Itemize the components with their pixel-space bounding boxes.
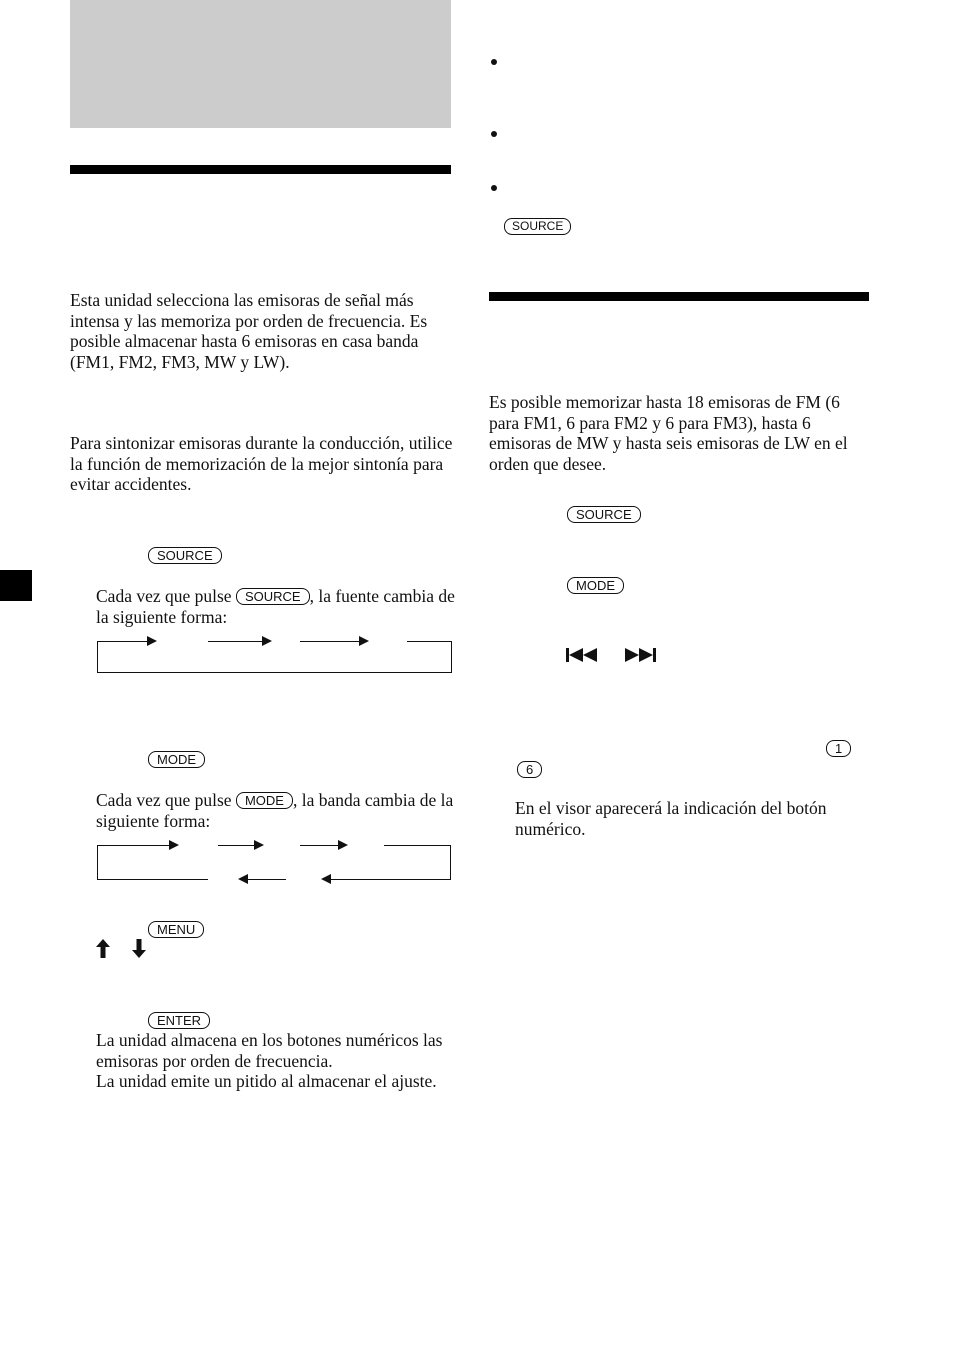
arrow-down-icon[interactable] bbox=[132, 939, 146, 958]
source-button-small[interactable]: SOURCE bbox=[504, 218, 571, 235]
band-cycle-arrow-back-1 bbox=[240, 879, 286, 880]
source-button-inline[interactable]: SOURCE bbox=[236, 588, 310, 605]
bullet-3 bbox=[491, 185, 497, 191]
section-header-box bbox=[70, 0, 451, 128]
bullet-2 bbox=[491, 131, 497, 137]
page-side-tab bbox=[0, 570, 32, 601]
skip-previous-icon[interactable] bbox=[566, 647, 598, 663]
step4-note: En el visor aparecerá la indicación del botón numérico. bbox=[515, 798, 827, 839]
band-cycle-bottom-line bbox=[97, 879, 208, 880]
manual-paragraph: Es posible memorizar hasta 18 emisoras de FM (6 para FM1, 6 para FM2 y 6 para FM3), hasta 6 emisoras de MW y hasta seis emisoras de LW en el orden que desee. bbox=[489, 392, 848, 474]
mode-button[interactable]: MODE bbox=[148, 751, 205, 768]
mode-button-right[interactable]: MODE bbox=[567, 577, 624, 594]
enter-button[interactable]: ENTER bbox=[148, 1012, 210, 1029]
step1-text-after: , la fuente cambia de la siguiente forma: bbox=[96, 586, 455, 627]
source-cycle-line-4 bbox=[407, 641, 451, 642]
step2-description bbox=[96, 790, 456, 831]
mode-button-inline[interactable]: MODE bbox=[236, 792, 293, 809]
step1-description bbox=[96, 586, 456, 627]
step1-text-before: Cada vez que pulse bbox=[96, 586, 236, 606]
source-cycle-arrow-1 bbox=[97, 641, 155, 642]
section-rule-right bbox=[489, 292, 869, 301]
band-cycle-right-edge bbox=[450, 845, 451, 879]
preset-button-6[interactable]: 6 bbox=[517, 761, 542, 778]
bullet-1 bbox=[491, 59, 497, 65]
step4-description bbox=[96, 1030, 456, 1092]
section-rule-left bbox=[70, 165, 451, 174]
band-cycle-line-4 bbox=[384, 845, 451, 846]
step4-line-2: La unidad emite un pitido al almacenar el ajuste. bbox=[96, 1071, 437, 1092]
band-cycle-arrow-1 bbox=[97, 845, 177, 846]
intro-paragraph: Esta unidad selecciona las emisoras de señal más intensa y las memoriza por orden de frecuencia. Es posible almacenar hasta 6 emisoras en casa banda (FM1, FM2, FM3, MW y LW). bbox=[70, 290, 428, 372]
preset-button-1[interactable]: 1 bbox=[826, 740, 851, 757]
skip-next-icon[interactable] bbox=[624, 647, 656, 663]
step2-text-before: Cada vez que pulse bbox=[96, 790, 236, 810]
step4-line-1: La unidad almacena en los botones numéricos las emisoras por orden de frecuencia. bbox=[96, 1030, 443, 1071]
band-cycle-arrow-2 bbox=[218, 845, 262, 846]
band-cycle-arrow-3 bbox=[300, 845, 346, 846]
warning-paragraph: Para sintonizar emisoras durante la conducción, utilice la función de memorización de la mejor sintonía para evitar accidentes. bbox=[70, 433, 453, 495]
step2-text-after: , la banda cambia de la siguiente forma: bbox=[96, 790, 454, 831]
source-button-right[interactable]: SOURCE bbox=[567, 506, 641, 523]
band-cycle-left-edge bbox=[97, 845, 98, 879]
source-cycle-arrow-3 bbox=[300, 641, 367, 642]
band-cycle-arrow-back-2 bbox=[323, 879, 451, 880]
source-button[interactable]: SOURCE bbox=[148, 547, 222, 564]
source-cycle-arrow-2 bbox=[208, 641, 270, 642]
arrow-up-icon[interactable] bbox=[96, 939, 110, 958]
menu-button[interactable]: MENU bbox=[148, 921, 204, 938]
